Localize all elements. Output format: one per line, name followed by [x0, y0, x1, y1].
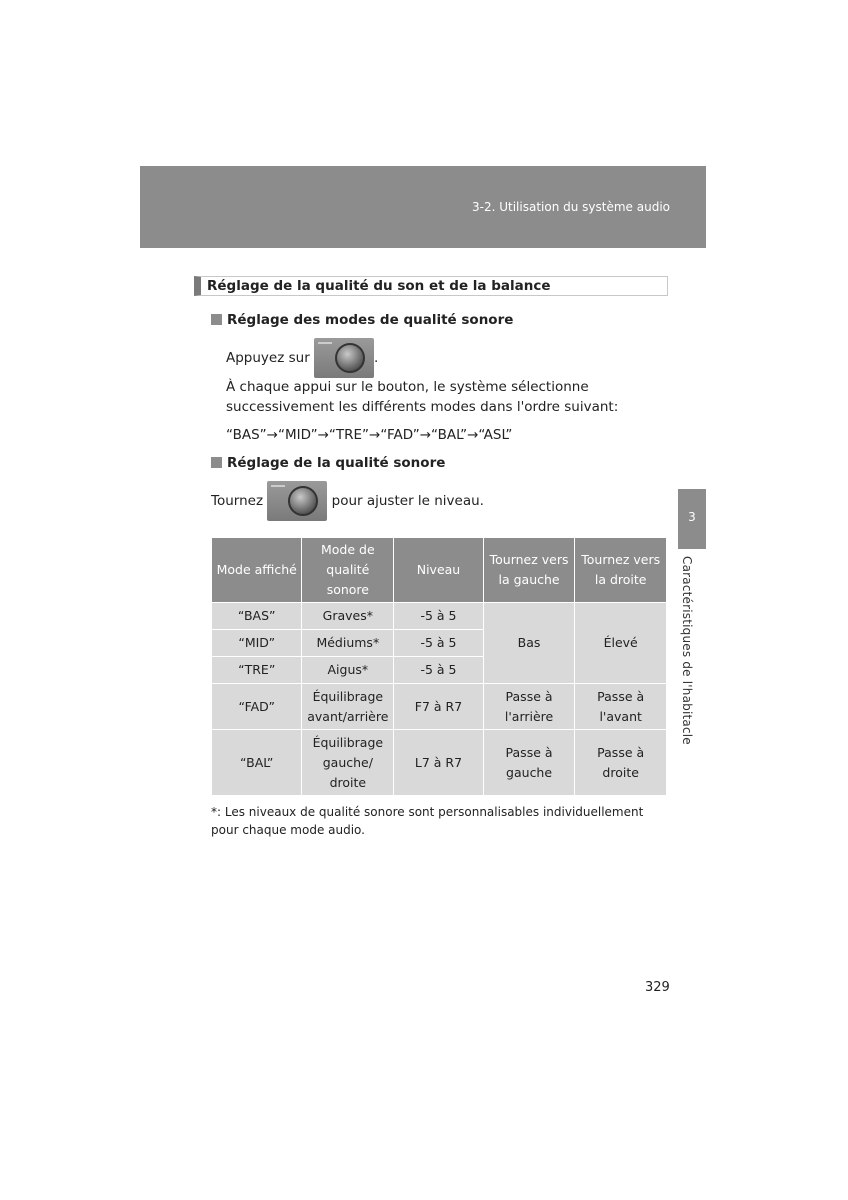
sound-quality-table: [211, 537, 667, 796]
level-cell: -5 à 5: [394, 657, 484, 684]
table-row: [212, 603, 667, 630]
press-instruction: Appuyez sur .: [226, 338, 378, 378]
level-cell: L7 à R7: [394, 730, 484, 796]
mode-cell: “BAS”: [212, 603, 302, 630]
page-number: 329: [645, 980, 670, 995]
mode-sequence: “BAS”→“MID”→“TRE”→“FAD”→“BAL”→“ASL”: [226, 427, 513, 443]
chapter-tab: 3: [678, 489, 706, 549]
section-title: Réglage de la qualité du son et de la balance: [194, 276, 668, 296]
tone-button-knob-icon: [267, 481, 327, 521]
table-row: [212, 684, 667, 730]
level-cell: -5 à 5: [394, 603, 484, 630]
mode-cell: “BAL”: [212, 730, 302, 796]
column-header: Tournez vers la gauche: [483, 538, 575, 603]
left-cell: Passe à gauche: [483, 730, 575, 796]
quality-cell: Aigus*: [302, 657, 394, 684]
header-section-title: 3-2. Utilisation du système audio: [472, 200, 670, 214]
column-header: Niveau: [394, 538, 484, 603]
subsection-title-quality: Réglage de la qualité sonore: [211, 455, 445, 471]
left-cell: Bas: [483, 603, 575, 684]
column-header: Mode affiché: [212, 538, 302, 603]
mode-cell: “FAD”: [212, 684, 302, 730]
table-header-row: [212, 538, 667, 603]
quality-cell: Équilibrage avant/arrière: [302, 684, 394, 730]
mode-cell: “MID”: [212, 630, 302, 657]
chapter-header: [140, 166, 706, 248]
right-cell: Passe à l'avant: [575, 684, 667, 730]
quality-cell: Graves*: [302, 603, 394, 630]
footnote-text: Les niveaux de qualité sonore sont personnalisables individuellement pour chaque mode audio.: [211, 805, 644, 837]
quality-cell: Médiums*: [302, 630, 394, 657]
tone-button-knob-icon: [314, 338, 374, 378]
chapter-side-label: Caractéristiques de l'habitacle: [680, 556, 694, 745]
mode-description: À chaque appui sur le bouton, le système sélectionne successivement les différents modes dans l'ordre suivant:: [226, 379, 619, 415]
quality-cell: Équilibrage gauche/ droite: [302, 730, 394, 796]
turn-instruction: Tournez pour ajuster le niveau.: [211, 481, 484, 521]
table-row: [212, 730, 667, 796]
footnote: [211, 803, 667, 839]
right-cell: Élevé: [575, 603, 667, 684]
left-cell: Passe à l'arrière: [483, 684, 575, 730]
square-bullet-icon: [211, 314, 222, 325]
subsection-title-modes: Réglage des modes de qualité sonore: [211, 312, 513, 328]
footnote-marker: *:: [211, 805, 222, 819]
square-bullet-icon: [211, 457, 222, 468]
level-cell: F7 à R7: [394, 684, 484, 730]
right-cell: Passe à droite: [575, 730, 667, 796]
mode-cell: “TRE”: [212, 657, 302, 684]
column-header: Tournez vers la droite: [575, 538, 667, 603]
column-header: Mode de qualité sonore: [302, 538, 394, 603]
level-cell: -5 à 5: [394, 630, 484, 657]
